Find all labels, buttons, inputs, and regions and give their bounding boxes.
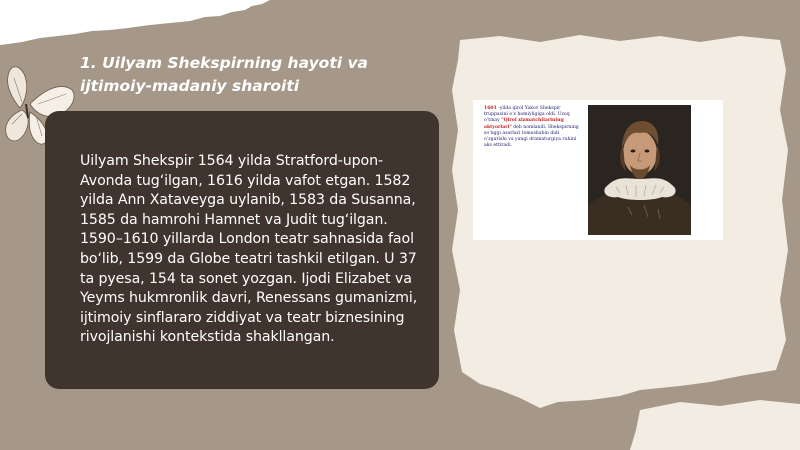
caption-highlight: "Qirol xizmatchilarining aktyorlari" <box>484 118 564 130</box>
body-paragraph: Uilyam Shekspir 1564 yilda Stratford-upon-Avonda tug‘ilgan, 1616 yilda vafot etgan. 1582 yilda Ann Xataveyga uylanib, 1583 da Susanna, 1585 da hamrohi Hamnet va Judit tug‘ilgan. 1590–1610 yillarda London teatr sahnasida faol bo‘lib, 1599 da Globe teatri tashkil etilgan. U 37 ta pyesa, 154 ta sonet yozgan. Ijodi Elizabet va Yeyms hukmronlik davri, Renessans gumanizmi, ijtimoiy sinflararo ziddiyat va teatr biznesining rivojlanishi kontekstida shakllangan. <box>80 153 418 346</box>
caption-year: 1601 <box>484 106 497 111</box>
caption-text-2: deb nomlandi. Shekspirning so‘nggi asarlari tomoshabin didi o‘zgarishi va yangi dramaturgiya ruhini aks ettiradi. <box>484 124 579 149</box>
image-caption <box>484 106 580 149</box>
slide-title: 1. Uilyam Shekspirning hayoti va ijtimoiy-madaniy sharoiti <box>80 54 369 95</box>
torn-paper-right <box>440 30 800 450</box>
shakespeare-portrait <box>588 105 691 235</box>
caption-text-1: -yilda qirol Yakov Shekspir truppasini o‘z homiyligiga oldi. Uzoq o‘tmay <box>484 106 570 124</box>
